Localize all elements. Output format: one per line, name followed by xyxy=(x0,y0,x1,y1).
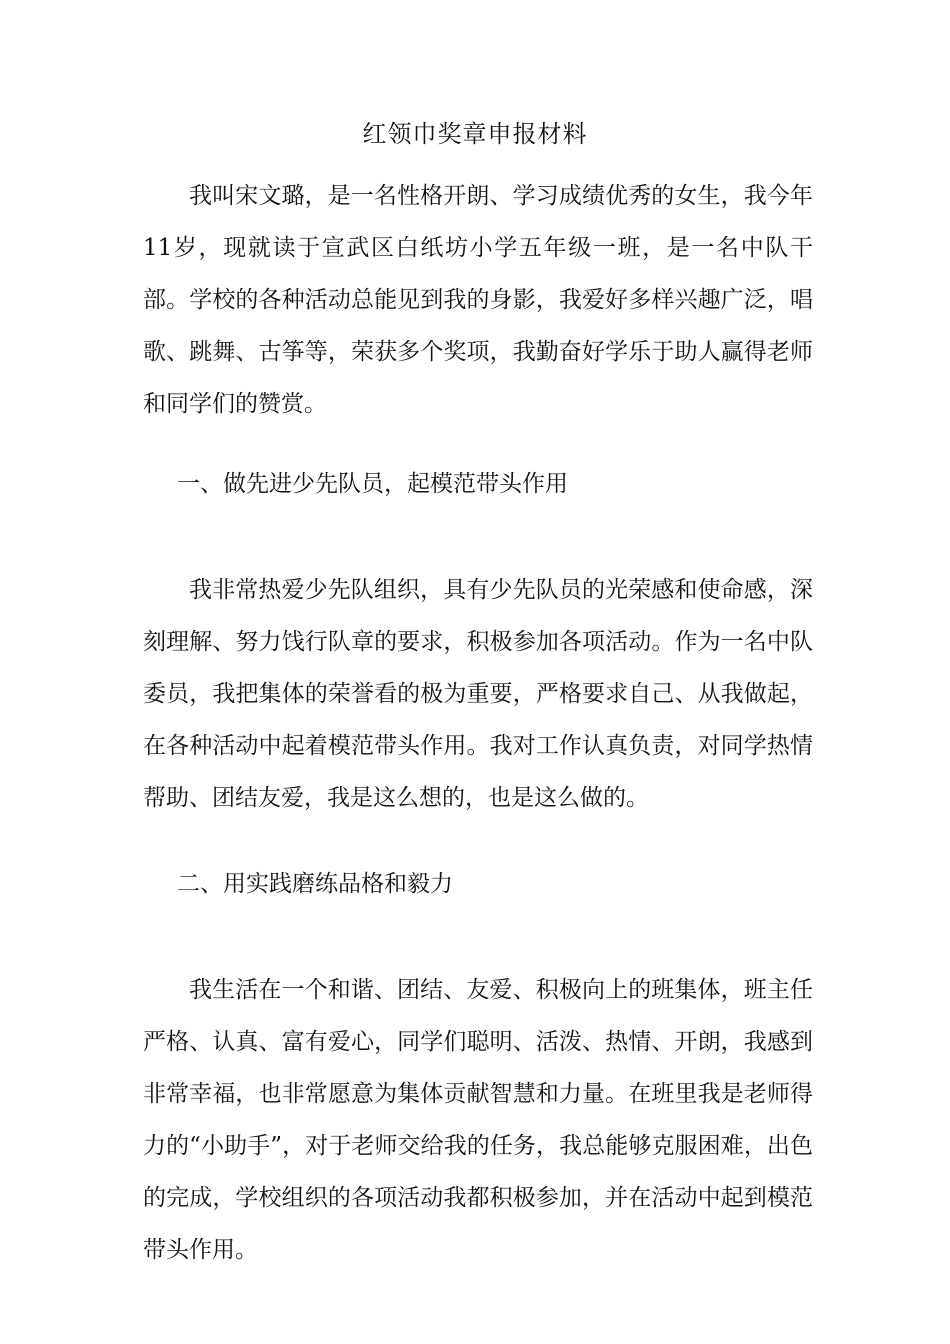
section-heading-2: 二、用实践磨练品格和毅力 xyxy=(177,871,453,897)
intro-paragraph: 我叫宋文璐，是一名性格开朗、学习成绩优秀的女生，我今年11岁，现就读于宣武区白纸坊小学五年级一班，是一名中队干部。学校的各种活动总能见到我的身影，我爱好多样兴趣广泛，唱歌、跳舞、古筝等，荣获多个奖项，我勤奋好学乐于助人赢得老师和同学们的赞赏。 xyxy=(143,183,813,417)
section-1-paragraph: 我非常热爱少先队组织，具有少先队员的光荣感和使命感，深刻理解、努力饯行队章的要求，积极参加各项活动。作为一名中队委员，我把集体的荣誉看的极为重要，严格要求自己、从我做起，在各种活动中起着模范带头作用。我对工作认真负责，对同学热情帮助、团结友爱，我是这么想的，也是这么做的。 xyxy=(143,577,813,811)
section-2-paragraph: 我生活在一个和谐、团结、友爱、积极向上的班集体，班主任严格、认真、富有爱心，同学们聪明、活泼、热情、开朗，我感到非常幸福，也非常愿意为集体贡献智慧和力量。在班里我是老师得力的“小助手”，对于老师交给我的任务，我总能够克服困难，出色的完成，学校组织的各项活动我都积极参加，并在活动中起到模范带头作用。 xyxy=(143,977,813,1263)
document-title: 红领巾奖章申报材料 xyxy=(362,120,588,148)
section-heading-1: 一、做先进少先队员，起模范带头作用 xyxy=(177,471,568,497)
